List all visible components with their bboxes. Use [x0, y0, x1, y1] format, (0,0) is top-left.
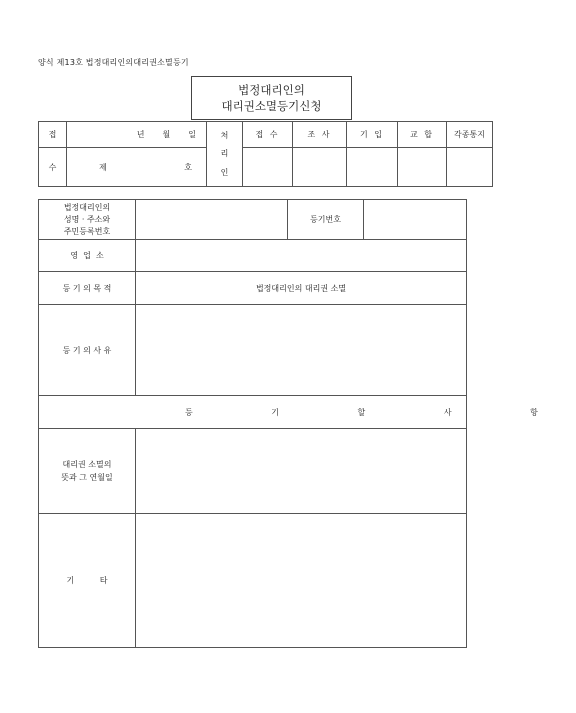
verification-stamp-cell[interactable]: [398, 148, 447, 187]
business-office-field[interactable]: [136, 240, 467, 272]
reception-su-cell: 수: [39, 148, 67, 187]
processor-char-2: 리: [220, 149, 229, 159]
col-investigation: 조 사: [293, 122, 347, 148]
reception-jeop-cell: 접: [39, 122, 67, 148]
col-reception: 접 수: [243, 122, 293, 148]
applicant-field[interactable]: [136, 200, 288, 240]
items-header-text: 등 기 할 사 항: [185, 407, 576, 417]
form-title-line1: 법정대리인의: [238, 83, 305, 97]
reason-label: 등 기 의 사 유: [39, 305, 136, 396]
ho-label: 호: [184, 162, 192, 172]
form-number-label: 양식 제13호 법정대리인의대리권소멸등기: [38, 58, 189, 67]
main-form-table: [38, 199, 576, 648]
col-notifications: 각종통지: [447, 122, 493, 148]
extinction-label: 대리권 소멸의 뜻과 그 연월일: [39, 429, 136, 514]
processor-char-1: 처: [220, 130, 229, 140]
business-office-label: 영 업 소: [39, 240, 136, 272]
purpose-field[interactable]: [136, 272, 467, 305]
reception-number-field[interactable]: [67, 148, 207, 187]
other-field[interactable]: [136, 514, 467, 648]
reception-date-field[interactable]: [67, 122, 207, 148]
form-title-line2: 대리권소멸등기신청: [221, 99, 322, 113]
processor-char-3: 인: [220, 168, 229, 178]
day-label: 일: [188, 130, 196, 139]
other-label: 기 타: [39, 514, 136, 648]
investigation-stamp-cell[interactable]: [293, 148, 347, 187]
year-label: 년: [136, 130, 145, 139]
reason-field[interactable]: [136, 305, 467, 396]
reception-table: [38, 121, 493, 187]
reception-stamp-cell[interactable]: [243, 148, 293, 187]
applicant-label: 법정대리인의 성명 · 주소와 주민등록번호: [39, 200, 136, 240]
registration-number-label: 등기번호: [288, 200, 364, 240]
purpose-label: 등 기 의 목 적: [39, 272, 136, 305]
month-label: 월: [162, 130, 171, 139]
form-title: [191, 76, 352, 120]
purpose-value: 법정대리인의 대리권 소멸: [255, 283, 347, 293]
extinction-field[interactable]: [136, 429, 467, 514]
registration-number-field[interactable]: [364, 200, 467, 240]
col-verification: 교 합: [398, 122, 447, 148]
items-header: [39, 396, 576, 429]
notifications-stamp-cell[interactable]: [447, 148, 493, 187]
col-entry: 기 입: [347, 122, 398, 148]
je-label: 제: [99, 162, 107, 172]
processor-label-cell: [207, 122, 243, 187]
entry-stamp-cell[interactable]: [347, 148, 398, 187]
